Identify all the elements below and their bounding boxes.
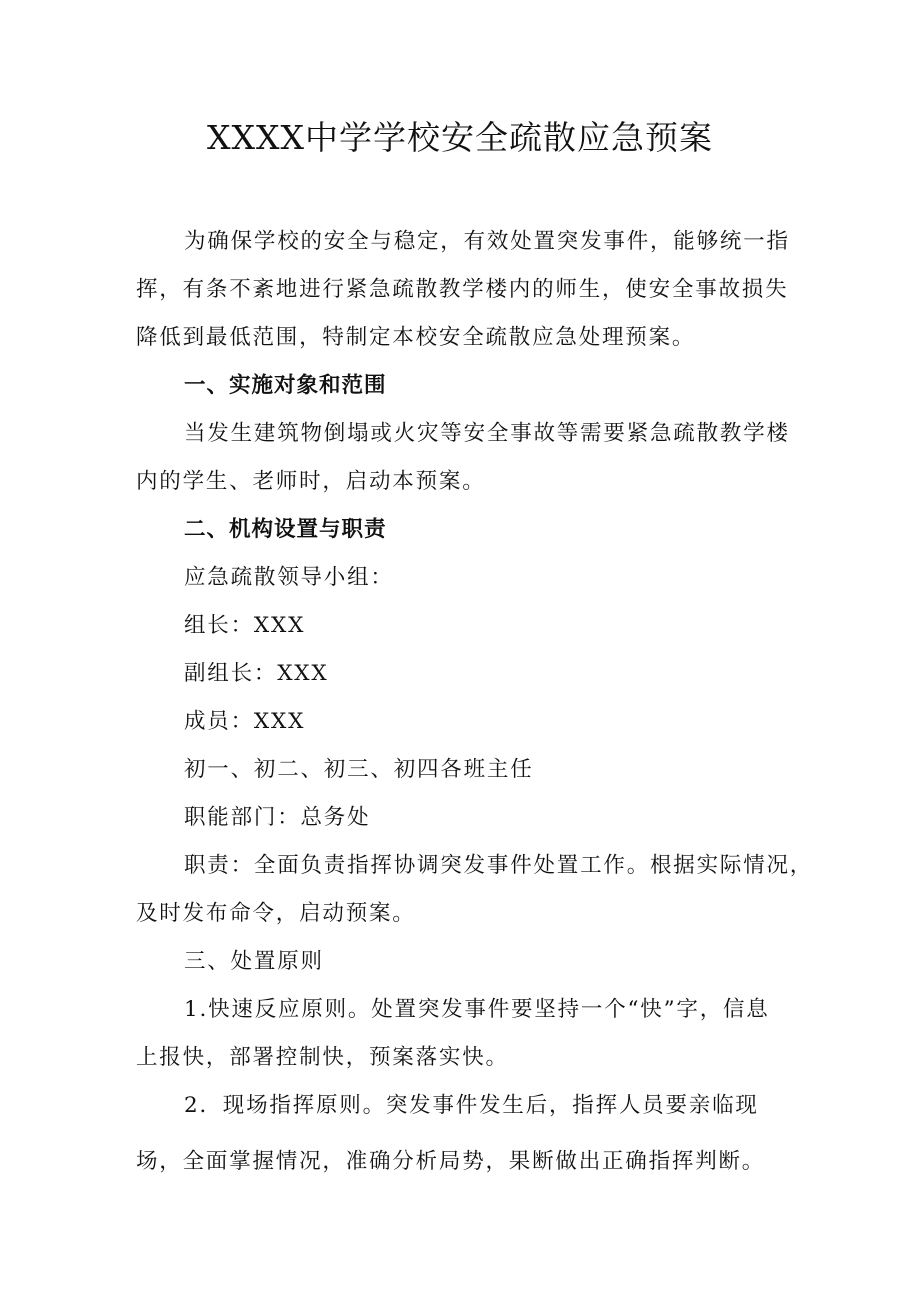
- intro-line-1: 为确保学校的安全与稳定，有效处置突发事件，能够统一指: [184, 229, 790, 254]
- principle1-line-1: 1.快速反应原则。处置突发事件要坚持一个“快”字，信息: [184, 997, 770, 1022]
- section1-line-2: 内的学生、老师时，启动本预案。: [136, 469, 486, 494]
- department-line: 职能部门：总务处: [184, 805, 371, 830]
- duty-line-1: 职责：全面负责指挥协调突发事件处置工作。根据实际情况，: [184, 853, 814, 878]
- group-label: 应急疏散领导小组：: [184, 565, 394, 590]
- duty-line-2: 及时发布命令，启动预案。: [136, 901, 416, 926]
- section2-heading: 二、机构设置与职责: [184, 517, 387, 542]
- section1-line-1: 当发生建筑物倒塌或火灾等安全事故等需要紧急疏散教学楼: [184, 421, 790, 446]
- principle1-line-2: 上报快，部署控制快，预案落实快。: [136, 1045, 509, 1070]
- intro-line-2: 挥，有条不紊地进行紧急疏散教学楼内的师生，使安全事故损失: [136, 277, 789, 302]
- deputy-line: 副组长：XXX: [184, 661, 329, 686]
- intro-line-3: 降低到最低范围，特制定本校安全疏散应急处理预案。: [136, 325, 696, 350]
- principle2-line-1: 2．现场指挥原则。突发事件发生后，指挥人员要亲临现: [184, 1093, 759, 1118]
- members-line: 成员：XXX: [184, 709, 306, 734]
- leader-line: 组长：XXX: [184, 613, 306, 638]
- section3-heading: 三、处置原则: [184, 949, 324, 974]
- teachers-line: 初一、初二、初三、初四各班主任: [184, 757, 534, 782]
- document-title: XXXX中学学校安全疏散应急预案: [207, 118, 713, 157]
- principle2-line-2: 场，全面掌握情况，准确分析局势，果断做出正确指挥判断。: [136, 1149, 766, 1174]
- section1-heading: 一、实施对象和范围: [184, 373, 387, 398]
